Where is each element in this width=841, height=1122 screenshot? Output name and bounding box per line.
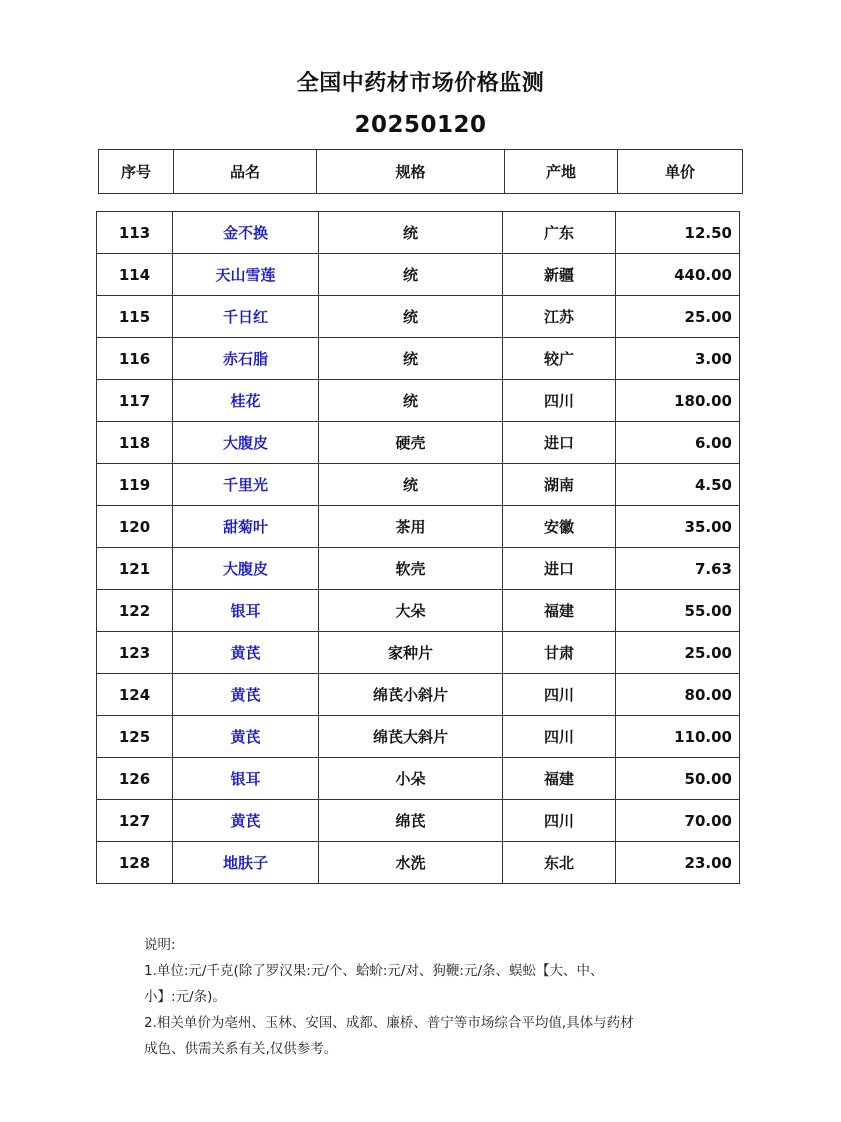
- header-price: 单价: [618, 150, 743, 194]
- cell-name: 地肤子: [173, 842, 319, 884]
- cell-no: 118: [97, 422, 173, 464]
- cell-no: 124: [97, 674, 173, 716]
- cell-spec: 软壳: [319, 548, 503, 590]
- notes-line: 1.单位:元/千克(除了罗汉果:元/个、蛤蚧:元/对、狗鞭:元/条、蜈蚣【大、中、: [144, 963, 604, 979]
- cell-price: 50.00: [616, 758, 740, 800]
- cell-price: 35.00: [616, 506, 740, 548]
- cell-spec: 统: [319, 254, 503, 296]
- cell-name: 黄芪: [173, 800, 319, 842]
- cell-no: 114: [97, 254, 173, 296]
- page-title: 全国中药材市场价格监测: [296, 71, 545, 96]
- cell-no: 127: [97, 800, 173, 842]
- cell-origin: 福建: [503, 758, 616, 800]
- table-row: [97, 464, 740, 506]
- cell-origin: 较广: [503, 338, 616, 380]
- price-table: [96, 211, 740, 884]
- cell-name: 甜菊叶: [173, 506, 319, 548]
- cell-price: 4.50: [616, 464, 740, 506]
- cell-origin: 广东: [503, 212, 616, 254]
- cell-origin: 四川: [503, 800, 616, 842]
- cell-price: 23.00: [616, 842, 740, 884]
- cell-no: 123: [97, 632, 173, 674]
- cell-origin: 甘肃: [503, 632, 616, 674]
- cell-price: 55.00: [616, 590, 740, 632]
- cell-price: 110.00: [616, 716, 740, 758]
- table-row: [97, 716, 740, 758]
- notes: [144, 932, 704, 1062]
- report-date: 20250120: [354, 112, 487, 138]
- cell-no: 115: [97, 296, 173, 338]
- header-origin: 产地: [505, 150, 618, 194]
- cell-price: 25.00: [616, 632, 740, 674]
- table-row: [97, 422, 740, 464]
- cell-price: 180.00: [616, 380, 740, 422]
- cell-origin: 东北: [503, 842, 616, 884]
- cell-origin: 四川: [503, 380, 616, 422]
- cell-spec: 绵芪大斜片: [319, 716, 503, 758]
- cell-spec: 家种片: [319, 632, 503, 674]
- cell-price: 440.00: [616, 254, 740, 296]
- price-table-body: [97, 212, 740, 884]
- cell-name: 大腹皮: [173, 422, 319, 464]
- cell-no: 117: [97, 380, 173, 422]
- cell-no: 120: [97, 506, 173, 548]
- cell-spec: 统: [319, 296, 503, 338]
- cell-name: 黄芪: [173, 632, 319, 674]
- cell-origin: 湖南: [503, 464, 616, 506]
- cell-name: 千里光: [173, 464, 319, 506]
- cell-name: 大腹皮: [173, 548, 319, 590]
- table-header: [98, 149, 743, 194]
- cell-no: 126: [97, 758, 173, 800]
- cell-origin: 进口: [503, 422, 616, 464]
- cell-price: 70.00: [616, 800, 740, 842]
- table-row: [97, 548, 740, 590]
- cell-price: 3.00: [616, 338, 740, 380]
- cell-spec: 大朵: [319, 590, 503, 632]
- table-row: [97, 254, 740, 296]
- table-row: [97, 674, 740, 716]
- cell-price: 7.63: [616, 548, 740, 590]
- cell-no: 113: [97, 212, 173, 254]
- notes-line: 2.相关单价为亳州、玉林、安国、成都、廉桥、普宁等市场综合平均值,具体与药材: [144, 1015, 634, 1031]
- table-row: [97, 842, 740, 884]
- cell-origin: 四川: [503, 716, 616, 758]
- cell-no: 125: [97, 716, 173, 758]
- table-row: [97, 800, 740, 842]
- cell-name: 千日红: [173, 296, 319, 338]
- header-spec: 规格: [317, 150, 505, 194]
- cell-spec: 硬壳: [319, 422, 503, 464]
- cell-no: 122: [97, 590, 173, 632]
- table-row: [97, 380, 740, 422]
- cell-spec: 绵芪小斜片: [319, 674, 503, 716]
- cell-origin: 福建: [503, 590, 616, 632]
- cell-price: 12.50: [616, 212, 740, 254]
- cell-spec: 统: [319, 464, 503, 506]
- header-name: 品名: [174, 150, 317, 194]
- cell-price: 6.00: [616, 422, 740, 464]
- cell-name: 银耳: [173, 758, 319, 800]
- cell-name: 银耳: [173, 590, 319, 632]
- table-row: [97, 506, 740, 548]
- cell-origin: 安徽: [503, 506, 616, 548]
- cell-spec: 统: [319, 338, 503, 380]
- cell-name: 桂花: [173, 380, 319, 422]
- cell-no: 119: [97, 464, 173, 506]
- cell-price: 80.00: [616, 674, 740, 716]
- cell-price: 25.00: [616, 296, 740, 338]
- table-row: [97, 758, 740, 800]
- table-row: [97, 338, 740, 380]
- cell-spec: 茶用: [319, 506, 503, 548]
- cell-name: 天山雪莲: [173, 254, 319, 296]
- table-row: [97, 212, 740, 254]
- notes-line: 成色、供需关系有关,仅供参考。: [144, 1041, 338, 1057]
- cell-name: 赤石脂: [173, 338, 319, 380]
- cell-no: 116: [97, 338, 173, 380]
- cell-origin: 进口: [503, 548, 616, 590]
- cell-origin: 江苏: [503, 296, 616, 338]
- cell-spec: 水洗: [319, 842, 503, 884]
- cell-name: 黄芪: [173, 674, 319, 716]
- header-row: [99, 150, 743, 194]
- cell-spec: 小朵: [319, 758, 503, 800]
- cell-spec: 统: [319, 380, 503, 422]
- header-no: 序号: [99, 150, 174, 194]
- table-row: [97, 632, 740, 674]
- table-row: [97, 296, 740, 338]
- notes-line: 小】:元/条)。: [144, 989, 226, 1005]
- cell-name: 金不换: [173, 212, 319, 254]
- cell-no: 121: [97, 548, 173, 590]
- cell-origin: 新疆: [503, 254, 616, 296]
- cell-spec: 统: [319, 212, 503, 254]
- cell-name: 黄芪: [173, 716, 319, 758]
- cell-spec: 绵芪: [319, 800, 503, 842]
- cell-no: 128: [97, 842, 173, 884]
- cell-origin: 四川: [503, 674, 616, 716]
- table-row: [97, 590, 740, 632]
- notes-heading: 说明:: [144, 937, 176, 953]
